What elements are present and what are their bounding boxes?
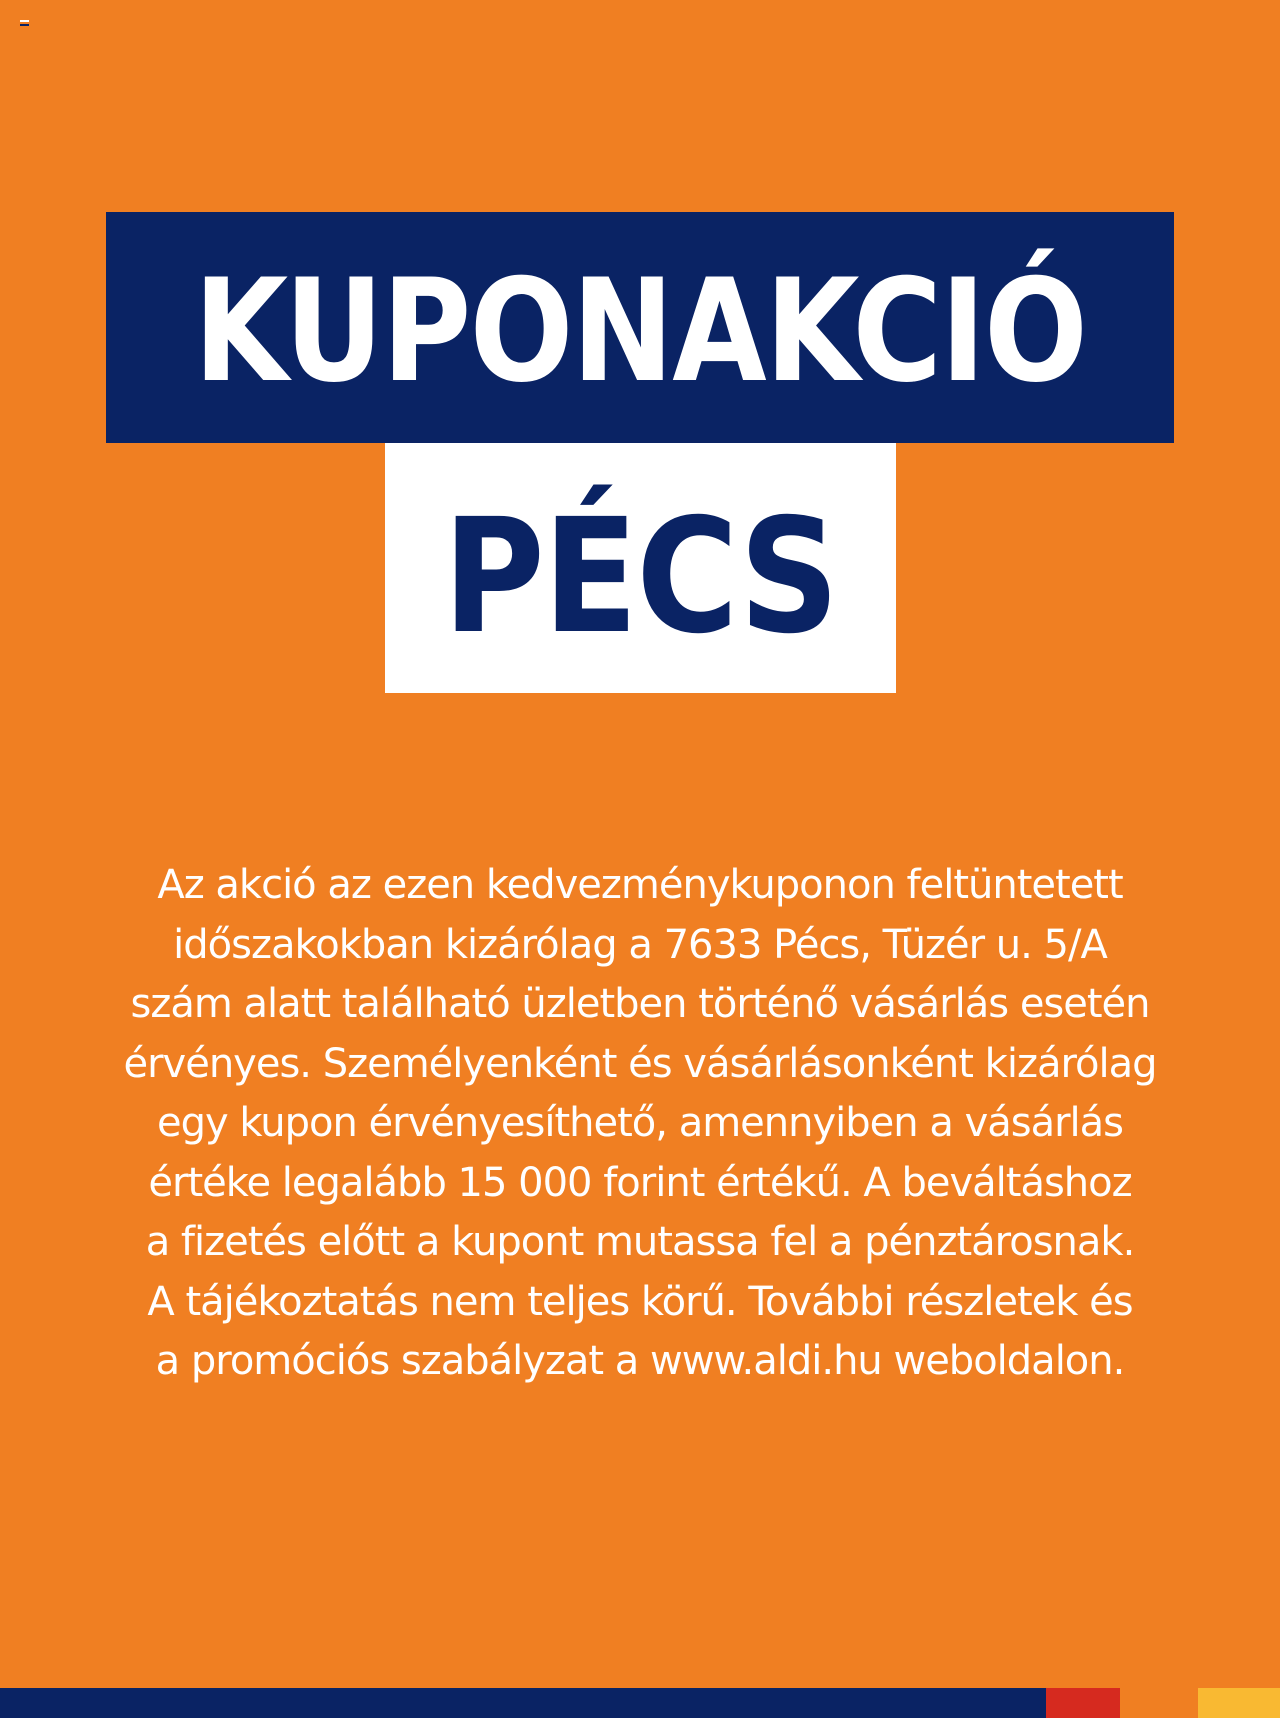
page-title: KUPONAKCIÓ [193, 248, 1087, 414]
city-banner [385, 443, 896, 693]
title-banner [106, 212, 1174, 443]
terms-line: a fizetés előtt a kupont mutassa fel a pénztárosnak. [145, 1219, 1135, 1265]
terms-line: szám alatt található üzletben történő vásárlás esetén [130, 981, 1150, 1027]
city-title: PÉCS [443, 485, 838, 669]
terms-line: értéke legalább 15 000 forint értékű. A beváltáshoz [148, 1159, 1132, 1206]
terms-line: Az akció az ezen kedvezménykuponon feltüntetett [157, 862, 1123, 908]
terms-line: a promóciós szabályzat a www.aldi.hu weboldalon. [155, 1338, 1125, 1384]
terms-line: A tájékoztatás nem teljes körű. További részletek és [147, 1278, 1133, 1325]
terms-line: időszakokban kizárólag a 7633 Pécs, Tüzér u. 5/A [173, 921, 1107, 968]
stripe-segment-red [1046, 1688, 1120, 1718]
corner-flag-icon [20, 20, 29, 26]
stripe-segment-yellow [1198, 1688, 1280, 1718]
bottom-color-stripe [0, 1688, 1280, 1718]
terms-line: érvényes. Személyenként és vásárlásonként kizárólag [123, 1040, 1157, 1087]
terms-line: egy kupon érvényesíthető, amennyiben a vásárlás [156, 1100, 1124, 1146]
stripe-segment-orange [1120, 1688, 1198, 1718]
stripe-segment-blue [0, 1688, 1046, 1718]
terms-text [100, 856, 1180, 1392]
